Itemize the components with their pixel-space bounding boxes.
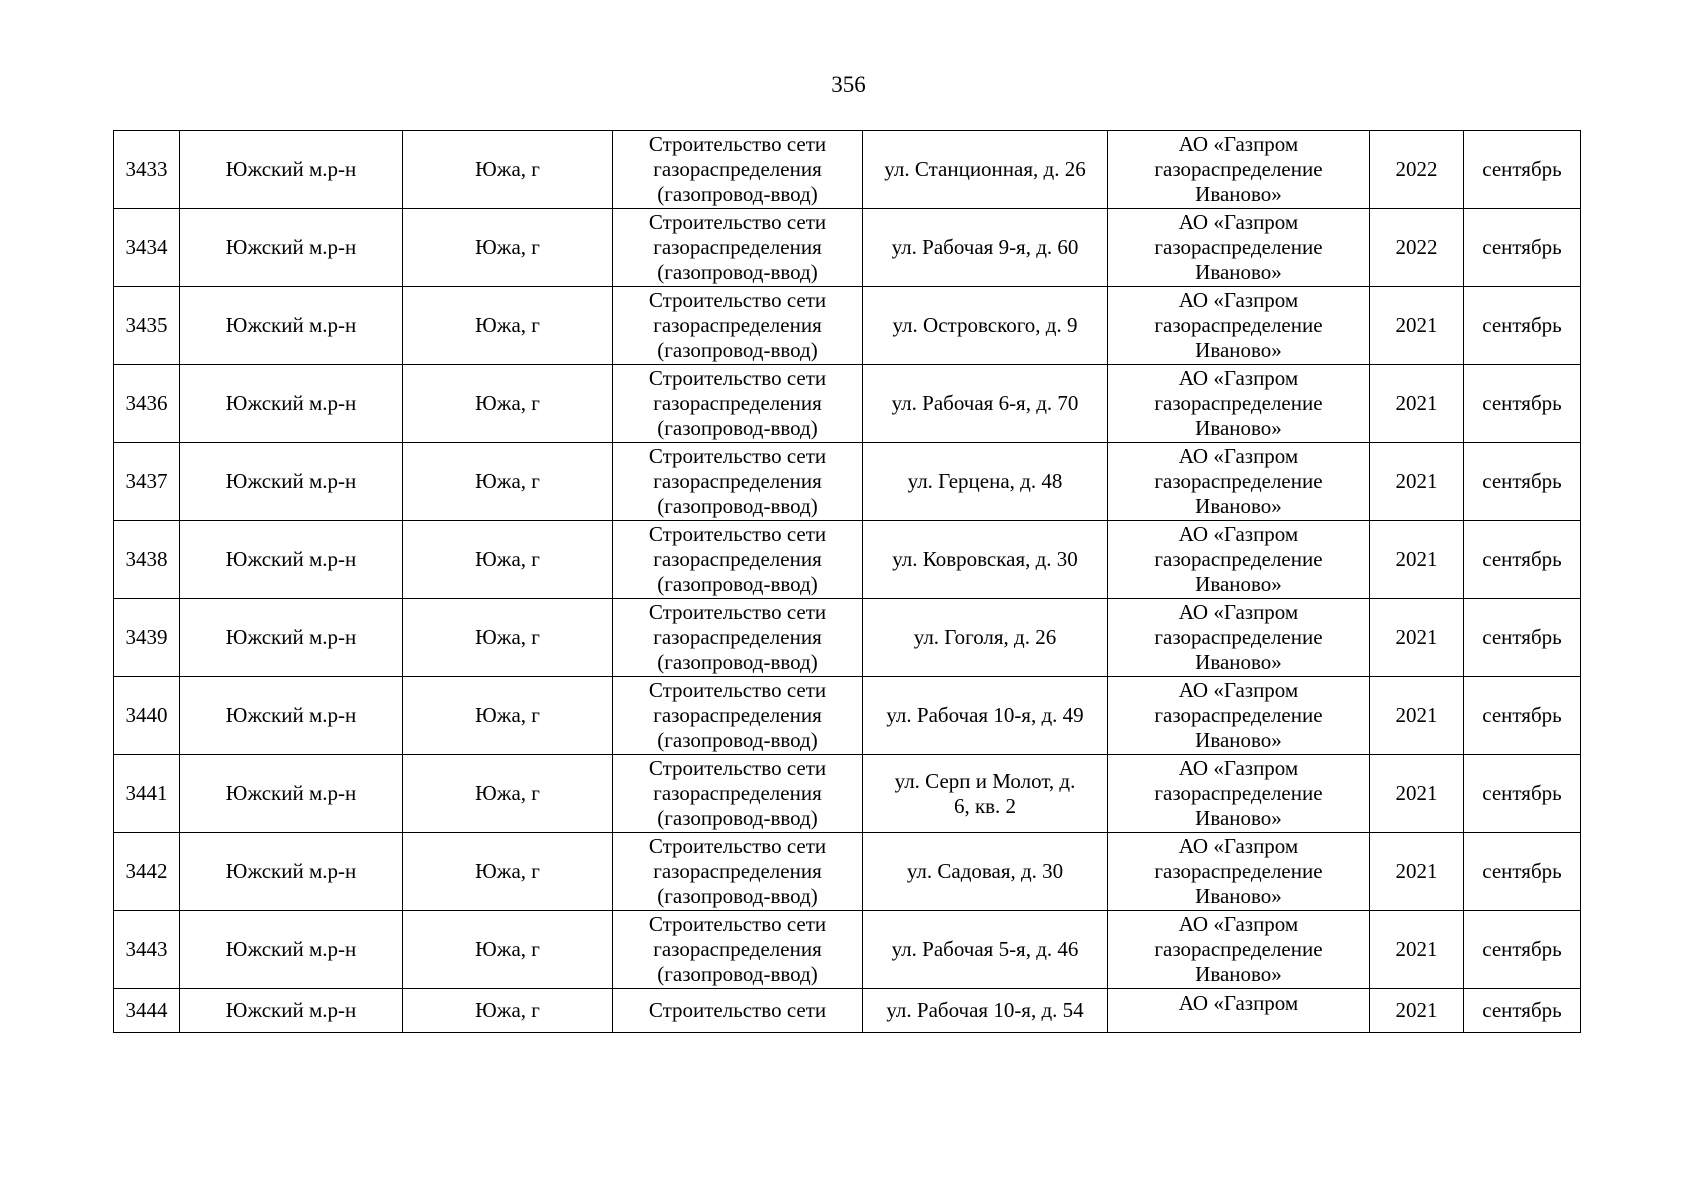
cell-work-type: Строительство сети газораспределения (газопровод-ввод) [613,755,863,833]
cell-district: Южский м.р-н [180,287,403,365]
cell-organization: АО «Газпром [1108,989,1370,1033]
cell-district: Южский м.р-н [180,833,403,911]
cell-number: 3444 [114,989,180,1033]
cell-year: 2021 [1370,443,1464,521]
cell-month: сентябрь [1464,287,1581,365]
table-row [114,131,1581,209]
cell-district: Южский м.р-н [180,365,403,443]
cell-year: 2021 [1370,833,1464,911]
cell-month: сентябрь [1464,911,1581,989]
cell-year: 2021 [1370,989,1464,1033]
cell-address: ул. Станционная, д. 26 [863,131,1108,209]
table-row [114,989,1581,1033]
cell-district: Южский м.р-н [180,209,403,287]
cell-organization: АО «Газпром газораспределение Иваново» [1108,599,1370,677]
cell-year: 2021 [1370,677,1464,755]
cell-organization: АО «Газпром газораспределение Иваново» [1108,521,1370,599]
table-row [114,599,1581,677]
table-row [114,521,1581,599]
table-row [114,365,1581,443]
cell-work-type: Строительство сети газораспределения (газопровод-ввод) [613,833,863,911]
cell-work-type: Строительство сети газораспределения (газопровод-ввод) [613,131,863,209]
cell-district: Южский м.р-н [180,131,403,209]
cell-address: ул. Рабочая 6-я, д. 70 [863,365,1108,443]
cell-work-type: Строительство сети газораспределения (газопровод-ввод) [613,209,863,287]
cell-work-type: Строительство сети газораспределения (газопровод-ввод) [613,443,863,521]
table-row [114,677,1581,755]
cell-number: 3441 [114,755,180,833]
cell-number: 3436 [114,365,180,443]
cell-year: 2021 [1370,911,1464,989]
cell-locality: Южа, г [403,287,613,365]
cell-number: 3443 [114,911,180,989]
cell-month: сентябрь [1464,521,1581,599]
cell-district: Южский м.р-н [180,677,403,755]
cell-month: сентябрь [1464,833,1581,911]
cell-work-type: Строительство сети газораспределения (газопровод-ввод) [613,599,863,677]
cell-address: ул. Рабочая 10-я, д. 54 [863,989,1108,1033]
cell-number: 3437 [114,443,180,521]
cell-district: Южский м.р-н [180,755,403,833]
cell-month: сентябрь [1464,755,1581,833]
gas-network-table [113,130,1581,1033]
cell-locality: Южа, г [403,755,613,833]
cell-month: сентябрь [1464,365,1581,443]
cell-year: 2021 [1370,755,1464,833]
cell-address: ул. Островского, д. 9 [863,287,1108,365]
cell-number: 3434 [114,209,180,287]
cell-organization: АО «Газпром газораспределение Иваново» [1108,755,1370,833]
cell-organization: АО «Газпром газораспределение Иваново» [1108,131,1370,209]
cell-organization: АО «Газпром газораспределение Иваново» [1108,911,1370,989]
cell-number: 3435 [114,287,180,365]
table-body [114,131,1581,1033]
cell-month: сентябрь [1464,131,1581,209]
table-row [114,833,1581,911]
cell-work-type: Строительство сети газораспределения (газопровод-ввод) [613,911,863,989]
cell-work-type: Строительство сети [613,989,863,1033]
cell-month: сентябрь [1464,989,1581,1033]
table-row [114,911,1581,989]
cell-locality: Южа, г [403,365,613,443]
cell-address: ул. Рабочая 9-я, д. 60 [863,209,1108,287]
cell-year: 2021 [1370,521,1464,599]
cell-number: 3433 [114,131,180,209]
cell-work-type: Строительство сети газораспределения (газопровод-ввод) [613,365,863,443]
cell-district: Южский м.р-н [180,599,403,677]
cell-locality: Южа, г [403,599,613,677]
cell-organization: АО «Газпром газораспределение Иваново» [1108,287,1370,365]
cell-locality: Южа, г [403,131,613,209]
cell-work-type: Строительство сети газораспределения (газопровод-ввод) [613,521,863,599]
cell-address: ул. Рабочая 10-я, д. 49 [863,677,1108,755]
cell-month: сентябрь [1464,209,1581,287]
cell-work-type: Строительство сети газораспределения (газопровод-ввод) [613,287,863,365]
cell-organization: АО «Газпром газораспределение Иваново» [1108,365,1370,443]
cell-year: 2021 [1370,287,1464,365]
cell-organization: АО «Газпром газораспределение Иваново» [1108,443,1370,521]
cell-organization: АО «Газпром газораспределение Иваново» [1108,209,1370,287]
cell-address: ул. Ковровская, д. 30 [863,521,1108,599]
cell-locality: Южа, г [403,989,613,1033]
cell-year: 2021 [1370,599,1464,677]
cell-address: ул. Серп и Молот, д. 6, кв. 2 [863,755,1108,833]
cell-month: сентябрь [1464,677,1581,755]
table-row [114,443,1581,521]
cell-address: ул. Садовая, д. 30 [863,833,1108,911]
cell-locality: Южа, г [403,209,613,287]
cell-number: 3442 [114,833,180,911]
cell-district: Южский м.р-н [180,443,403,521]
cell-year: 2022 [1370,131,1464,209]
cell-locality: Южа, г [403,911,613,989]
cell-locality: Южа, г [403,443,613,521]
cell-address: ул. Герцена, д. 48 [863,443,1108,521]
cell-month: сентябрь [1464,443,1581,521]
cell-number: 3438 [114,521,180,599]
cell-locality: Южа, г [403,833,613,911]
cell-number: 3440 [114,677,180,755]
cell-district: Южский м.р-н [180,911,403,989]
cell-district: Южский м.р-н [180,521,403,599]
cell-locality: Южа, г [403,677,613,755]
cell-address: ул. Гоголя, д. 26 [863,599,1108,677]
page-number: 356 [831,72,866,97]
table-row [114,287,1581,365]
cell-locality: Южа, г [403,521,613,599]
cell-district: Южский м.р-н [180,989,403,1033]
cell-address: ул. Рабочая 5-я, д. 46 [863,911,1108,989]
cell-work-type: Строительство сети газораспределения (газопровод-ввод) [613,677,863,755]
cell-month: сентябрь [1464,599,1581,677]
cell-year: 2022 [1370,209,1464,287]
cell-organization: АО «Газпром газораспределение Иваново» [1108,677,1370,755]
table-row [114,209,1581,287]
cell-organization: АО «Газпром газораспределение Иваново» [1108,833,1370,911]
table-row [114,755,1581,833]
cell-number: 3439 [114,599,180,677]
cell-year: 2021 [1370,365,1464,443]
